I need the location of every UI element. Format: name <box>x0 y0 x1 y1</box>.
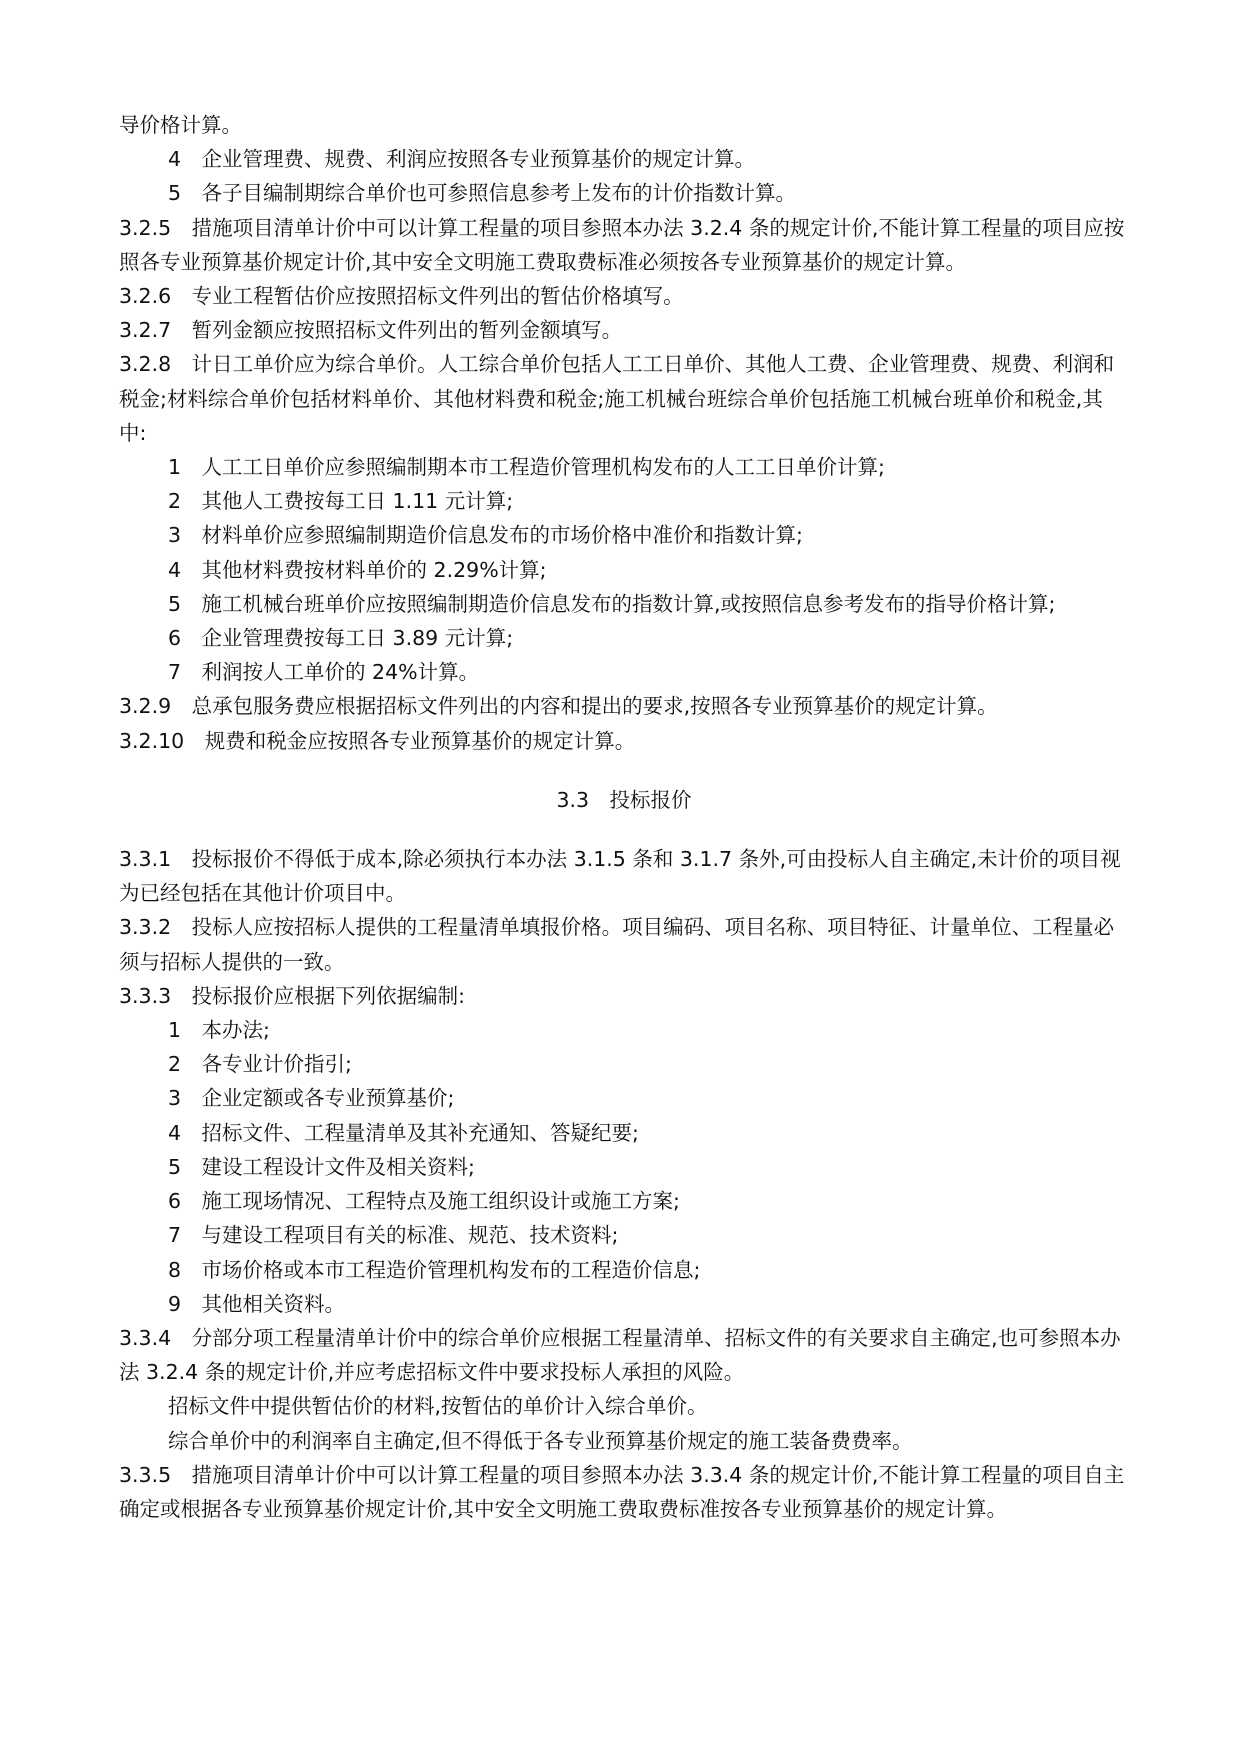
list-item: 3 企业定额或各专业预算基价; <box>168 1086 455 1111</box>
list-item: 9 其他相关资料。 <box>168 1291 346 1316</box>
clause-3-2-6: 3.2.6 专业工程暂估价应按照招标文件列出的暂估价格填写。 <box>119 284 684 309</box>
list-item: 7 与建设工程项目有关的标准、规范、技术资料; <box>168 1223 619 1248</box>
list-item: 4 企业管理费、规费、利润应按照各专业预算基价的规定计算。 <box>168 147 756 172</box>
paragraph-continuation: 导价格计算。 <box>119 113 242 137</box>
list-item: 7 利润按人工单价的 24%计算。 <box>168 660 480 685</box>
clause-3-3-1: 3.3.1 投标报价不得低于成本,除必须执行本办法 3.1.5 条和 3.1.7 条外,可由投标人自主确定,未计价的项目视为已经包括在其他计价项目中。 <box>119 847 1121 906</box>
list-item: 6 施工现场情况、工程特点及施工组织设计或施工方案; <box>168 1189 680 1214</box>
list-item: 2 各专业计价指引; <box>168 1052 352 1077</box>
clause-3-2-9: 3.2.9 总承包服务费应根据招标文件列出的内容和提出的要求,按照各专业预算基价的规定计算。 <box>119 694 998 719</box>
list-item: 3 材料单价应参照编制期造价信息发布的市场价格中准价和指数计算; <box>168 523 803 548</box>
clause-note: 招标文件中提供暂估价的材料,按暂估的单价计入综合单价。 <box>168 1394 708 1419</box>
clause-3-2-5: 3.2.5 措施项目清单计价中可以计算工程量的项目参照本办法 3.2.4 条的规定计价,不能计算工程量的项目应按照各专业预算基价规定计价,其中安全文明施工费取费标准必须按各专业预算基价的规定计算。 <box>119 215 1125 274</box>
list-item: 5 施工机械台班单价应按照编制期造价信息发布的指数计算,或按照信息参考发布的指导价格计算; <box>168 591 1056 616</box>
clause-3-2-10: 3.2.10 规费和税金应按照各专业预算基价的规定计算。 <box>119 728 636 753</box>
clause-3-3-4: 3.3.4 分部分项工程量清单计价中的综合单价应根据工程量清单、招标文件的有关要求自主确定,也可参照本办法 3.2.4 条的规定计价,并应考虑招标文件中要求投标人承担的风险。 <box>119 1325 1121 1385</box>
list-item: 1 人工工日单价应参照编制期本市工程造价管理机构发布的人工工日单价计算; <box>168 455 885 480</box>
section-heading: 3.3 投标报价 <box>556 787 692 812</box>
list-item: 4 招标文件、工程量清单及其补充通知、答疑纪要; <box>168 1120 639 1145</box>
list-item: 8 市场价格或本市工程造价管理机构发布的工程造价信息; <box>168 1257 701 1282</box>
list-item: 4 其他材料费按材料单价的 2.29%计算; <box>168 557 547 582</box>
clause-3-2-8: 3.2.8 计日工单价应为综合单价。人工综合单价包括人工工日单价、其他人工费、企业管理费、规费、利润和税金;材料综合单价包括材料单价、其他材料费和税金;施工机械台班综合单价包括施工机械台班单价和税金,其中: <box>119 352 1115 445</box>
clause-3-3-2: 3.3.2 投标人应按招标人提供的工程量清单填报价格。项目编码、项目名称、项目特征、计量单位、工程量必须与招标人提供的一致。 <box>119 915 1115 974</box>
clause-3-3-5: 3.3.5 措施项目清单计价中可以计算工程量的项目参照本办法 3.3.4 条的规定计价,不能计算工程量的项目自主确定或根据各专业预算基价规定计价,其中安全文明施工费取费标准按各专业预算基价的规定计算。 <box>119 1462 1125 1521</box>
list-item: 6 企业管理费按每工日 3.89 元计算; <box>168 626 514 651</box>
list-item: 5 各子目编制期综合单价也可参照信息参考上发布的计价指数计算。 <box>168 181 797 206</box>
list-item: 2 其他人工费按每工日 1.11 元计算; <box>168 489 514 514</box>
clause-3-2-7: 3.2.7 暂列金额应按照招标文件列出的暂列金额填写。 <box>119 318 623 343</box>
list-item: 1 本办法; <box>168 1018 270 1043</box>
clause-note: 综合单价中的利润率自主确定,但不得低于各专业预算基价规定的施工装备费费率。 <box>168 1428 913 1453</box>
clause-3-3-3: 3.3.3 投标报价应根据下列依据编制: <box>119 983 466 1008</box>
list-item: 5 建设工程设计文件及相关资料; <box>168 1154 475 1179</box>
document-page <box>119 108 1129 1526</box>
